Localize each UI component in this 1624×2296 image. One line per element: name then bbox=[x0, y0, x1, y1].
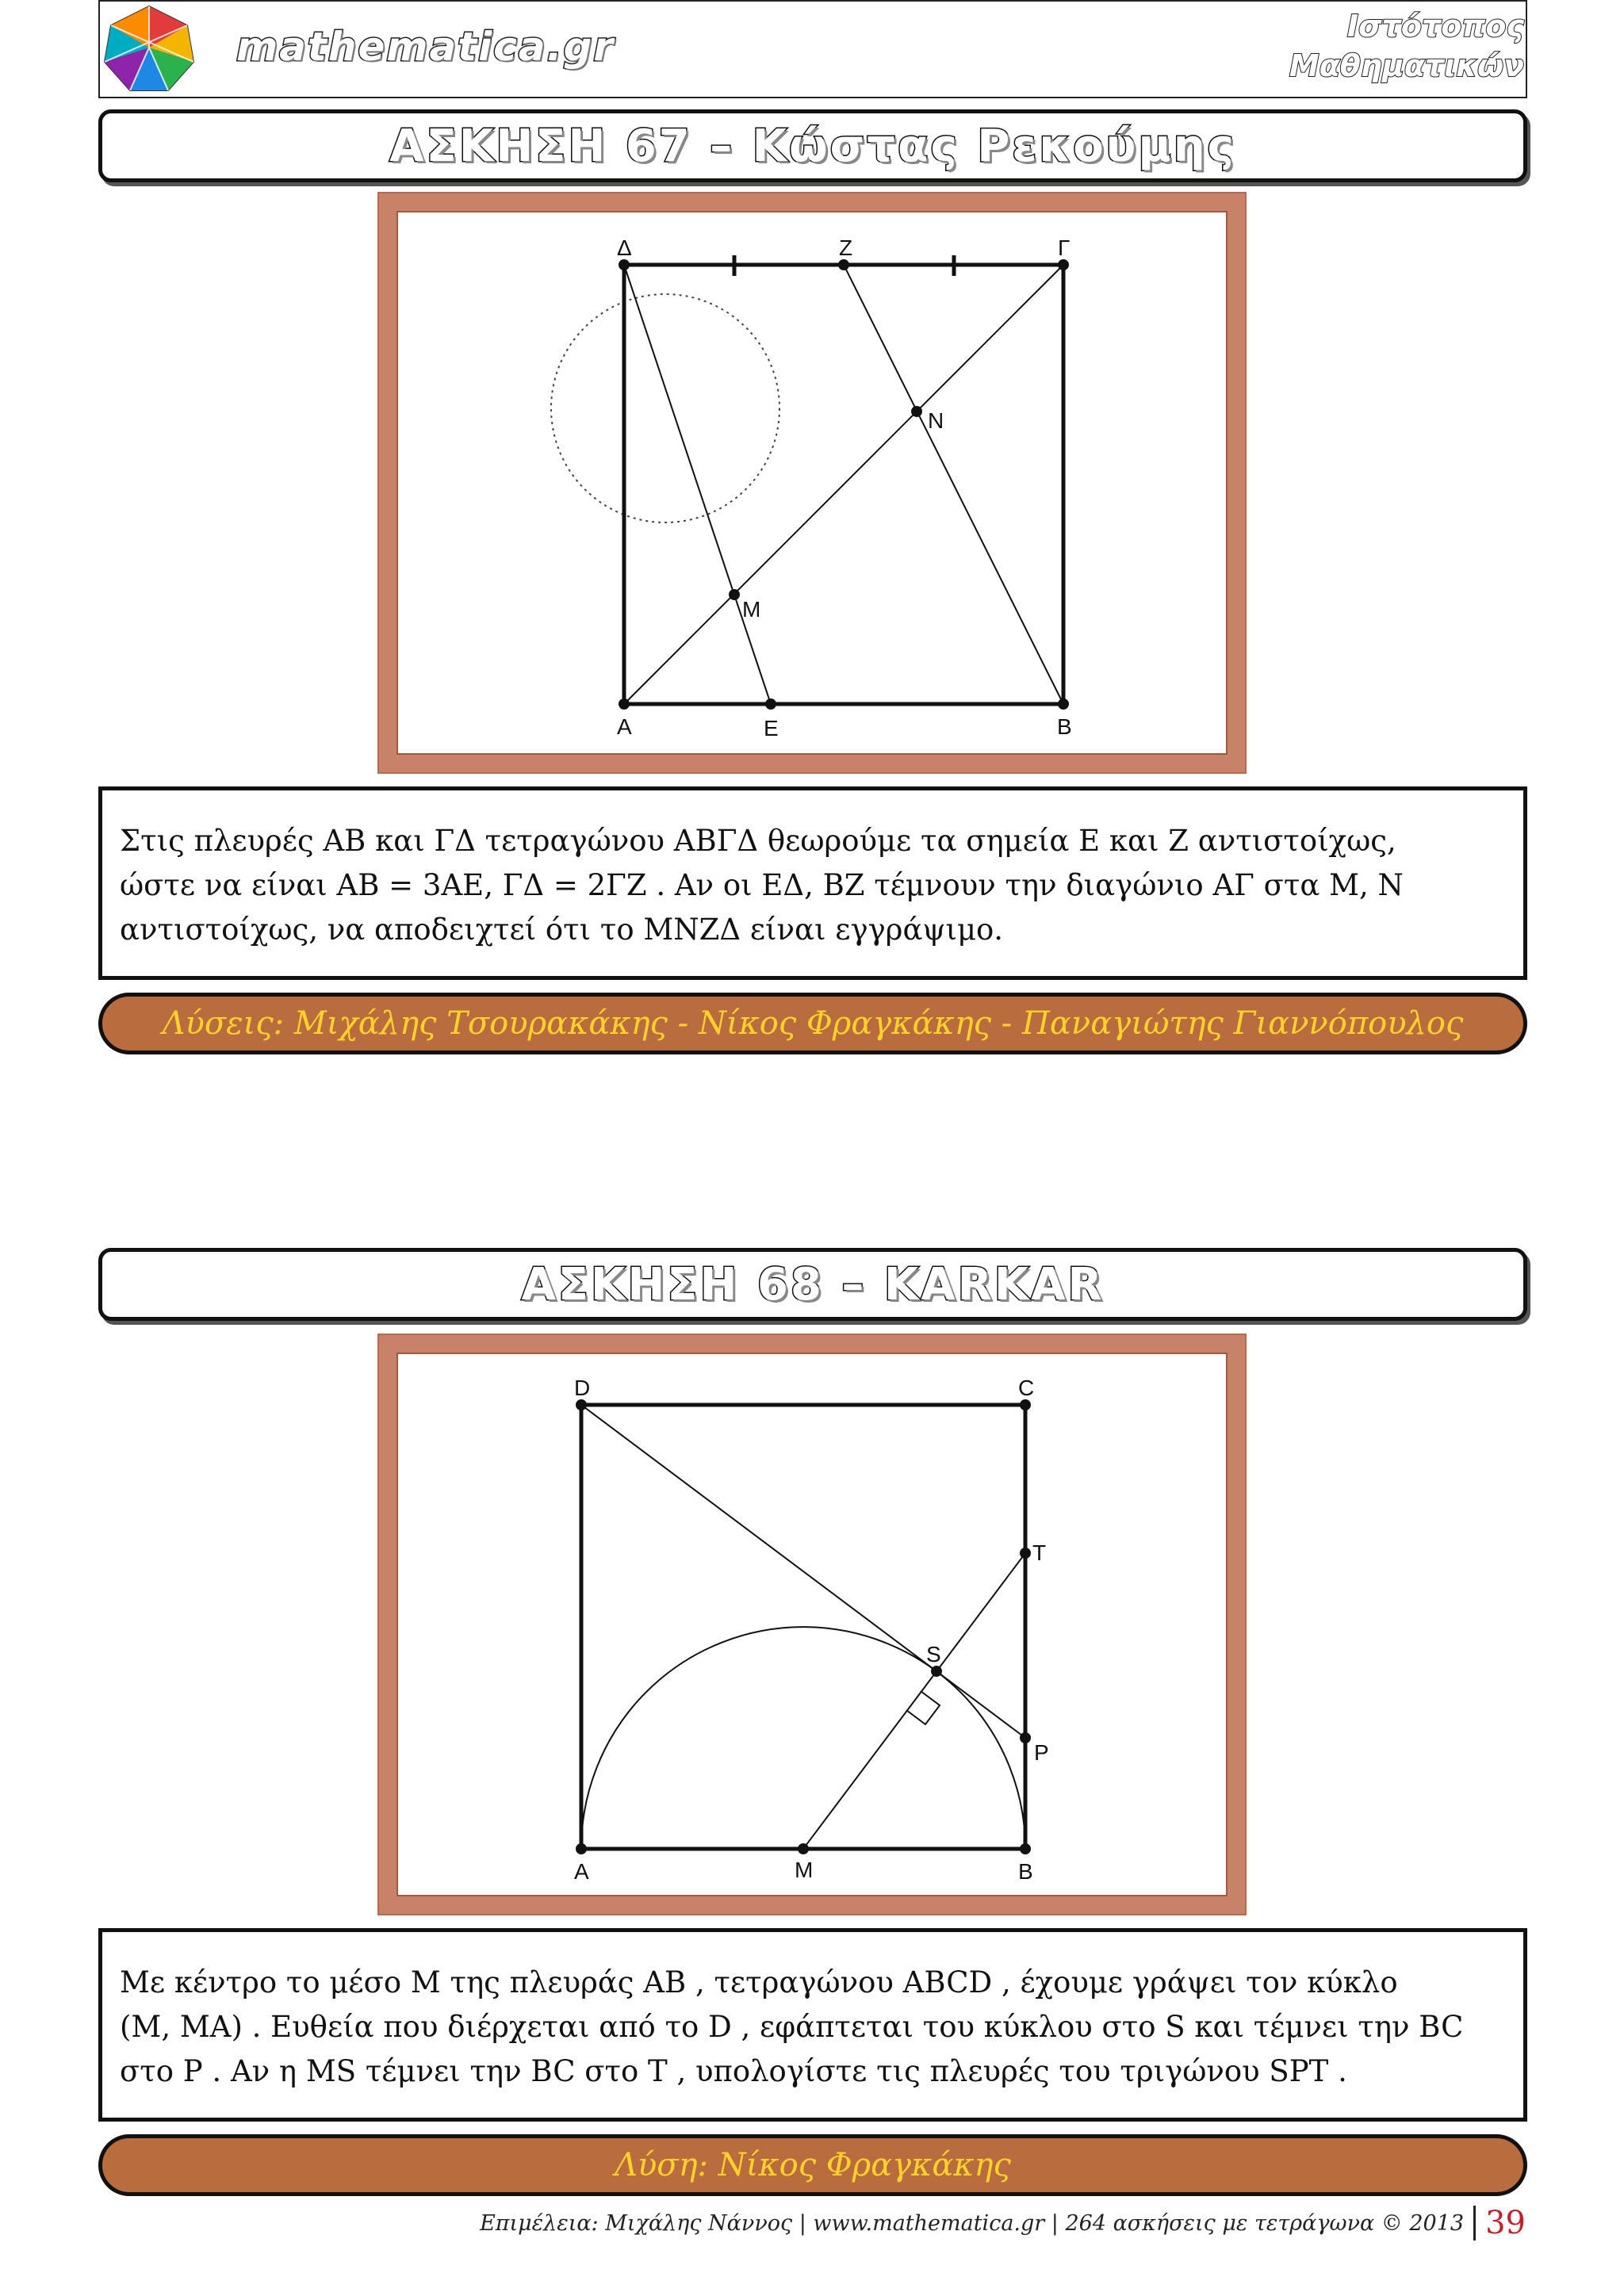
segment-ed bbox=[624, 265, 771, 704]
point-t bbox=[1020, 1548, 1031, 1559]
exercise-67-title-bar bbox=[98, 109, 1527, 182]
point-b bbox=[1020, 1843, 1031, 1854]
point-d bbox=[619, 259, 630, 270]
footer-credits: Επιμέλεια: Μιχάλης Νάννος | www.mathematica.gr | 264 ασκήσεις με τετράγωνα © 2013 bbox=[480, 2210, 1465, 2236]
circle-mnzd bbox=[551, 294, 779, 522]
point-m bbox=[729, 589, 740, 600]
point-c bbox=[1020, 1399, 1031, 1410]
problem-line: αντιστοίχως, να αποδειχτεί ότι το ΜΝΖΔ είναι εγγράψιμο. bbox=[120, 913, 1004, 947]
problem-line: ώστε να είναι AB = 3AE, ΓΔ = 2ΓZ . Αν οι ΕΔ, ΒΖ τέμνουν την διαγώνιο ΑΓ στα Μ, Ν bbox=[120, 868, 1404, 902]
label-c: C bbox=[1018, 1376, 1035, 1400]
point-d bbox=[576, 1399, 587, 1410]
exercise-68-solutions-link[interactable] bbox=[98, 2134, 1527, 2196]
exercise-67-problem bbox=[98, 786, 1527, 980]
exercise-67-solutions-link[interactable] bbox=[98, 993, 1527, 1054]
label-e: E bbox=[764, 716, 779, 740]
problem-line: Στις πλευρές ΑΒ και ΓΔ τετραγώνου ΑΒΓΔ θεωρούμε τα σημεία Ε και Ζ αντιστοίχως, bbox=[120, 824, 1396, 858]
problem-line: Με κέντρο το μέσο M της πλευράς AB , τετραγώνου ABCD , έχουμε γράψει τον κύκλο bbox=[120, 1965, 1398, 1999]
page-number: 39 bbox=[1473, 2206, 1526, 2241]
exercise-67-title: ΑΣΚΗΣΗ 67 – Κώστας Ρεκούμης bbox=[389, 120, 1236, 172]
site-tagline bbox=[1262, 6, 1524, 86]
point-g bbox=[1058, 259, 1069, 270]
solutions-label: Λύσεις: Μιχάλης Τσουρακάκης - Νίκος Φραγκάκης - Παναγιώτης Γιαννόπουλος bbox=[162, 1005, 1464, 1042]
label-n: N bbox=[928, 408, 944, 433]
point-a bbox=[576, 1843, 587, 1854]
exercise-68-problem bbox=[98, 1928, 1527, 2122]
label-s: S bbox=[926, 1642, 941, 1667]
right-angle-marker bbox=[906, 1691, 940, 1724]
logo-icon bbox=[98, 2, 200, 97]
point-p bbox=[1020, 1732, 1031, 1743]
tangent-line-dp bbox=[581, 1405, 1025, 1738]
label-d: D bbox=[574, 1376, 591, 1400]
exercise-68-figure bbox=[379, 1335, 1245, 1914]
point-n bbox=[911, 406, 922, 417]
point-b bbox=[1058, 698, 1069, 710]
exercise-68-title-bar bbox=[98, 1248, 1527, 1321]
label-b: B bbox=[1057, 714, 1072, 739]
diagonal-ag bbox=[624, 265, 1063, 704]
semicircle-m-ma bbox=[581, 1627, 1025, 1849]
label-a: A bbox=[617, 714, 632, 739]
label-b: B bbox=[1018, 1859, 1033, 1884]
tagline-line-2: Μαθηματικών bbox=[1289, 48, 1524, 83]
label-m: M bbox=[742, 597, 761, 622]
point-z bbox=[838, 259, 849, 270]
problem-line: στο P . Αν η MS τέμνει την BC στο T , υπολογίστε τις πλευρές του τριγώνου SPT . bbox=[120, 2054, 1347, 2088]
site-name: mathematica.gr bbox=[236, 24, 615, 70]
segment-bz bbox=[844, 265, 1063, 704]
exercise-68-title: ΑΣΚΗΣΗ 68 – KARKAR bbox=[521, 1258, 1105, 1311]
label-d: Δ bbox=[617, 235, 632, 260]
label-z: Z bbox=[839, 235, 853, 260]
point-a bbox=[619, 698, 630, 710]
exercise-67-figure bbox=[379, 193, 1245, 772]
point-s bbox=[931, 1666, 942, 1677]
segment-mt bbox=[803, 1553, 1025, 1849]
label-m: M bbox=[795, 1858, 814, 1882]
solutions-label: Λύση: Νίκος Φραγκάκης bbox=[615, 2147, 1011, 2183]
label-a: A bbox=[574, 1859, 589, 1884]
problem-line: (M, MA) . Ευθεία που διέρχεται από το D , εφάπτεται του κύκλου στο S και τέμνει την BC bbox=[120, 2010, 1464, 2044]
tagline-line-1: Ιστότοπος bbox=[1346, 9, 1524, 44]
label-p: P bbox=[1034, 1740, 1049, 1765]
label-g: Γ bbox=[1058, 235, 1071, 260]
point-e bbox=[765, 698, 776, 710]
page-footer bbox=[480, 2206, 1526, 2241]
label-t: T bbox=[1032, 1540, 1047, 1565]
point-m bbox=[798, 1843, 809, 1854]
